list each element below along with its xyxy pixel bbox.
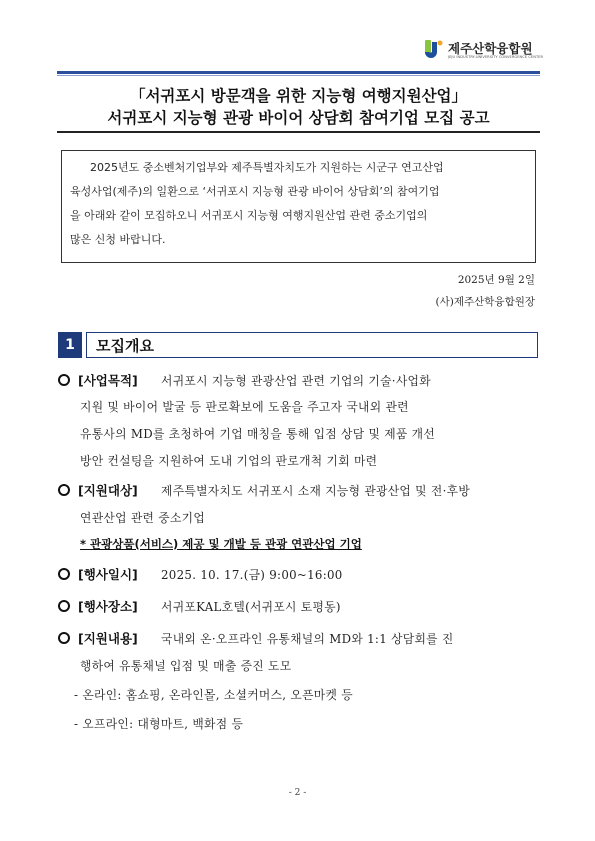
schedule-label: [행사일시]	[78, 567, 138, 582]
schedule-text: 2025. 10. 17.(금) 9:00~16:00	[161, 568, 343, 582]
bullet-circle-icon	[58, 632, 70, 644]
intro-line-2: 육성사업(제주)의 일환으로 ‘서귀포시 지능형 관광 바이어 상담회’의 참여기업	[70, 185, 440, 198]
content-sub-offline: - 오프라인: 대형마트, 백화점 등	[74, 717, 244, 731]
bullet-circle-icon	[58, 484, 70, 496]
title-bottom-rule	[57, 131, 540, 133]
venue-label: [행사장소]	[78, 599, 138, 614]
section-number: 1	[58, 332, 82, 358]
bullet-circle-icon	[58, 374, 70, 386]
logo-subtitle: JEJU INDUSTRY-UNIVERSITY CONVERGENCE CENTER	[448, 55, 544, 59]
content-line-1: 국내외 온·오프라인 유통채널의 MD와 1:1 상담회를 진	[161, 632, 454, 646]
purpose-label: [사업목적]	[78, 373, 138, 388]
issuing-organization: (사)제주산학융합원장	[435, 296, 535, 308]
content-line-2: 행하여 유통채널 입점 및 매출 증진 도모	[80, 659, 292, 673]
purpose-line-4: 방안 컨설팅을 지원하여 도내 기업의 판로개척 기회 마련	[80, 454, 378, 468]
logo-name: 제주산학융합원	[448, 41, 533, 56]
purpose-line-1: 서귀포시 지능형 관광산업 관련 기업의 기술·사업화	[161, 374, 431, 388]
target-line-1: 제주특별자치도 서귀포시 소재 지능형 관광산업 및 전·후방	[161, 484, 471, 498]
intro-line-1: 2025년도 중소벤처기업부와 제주특별자치도가 지원하는 시군구 연고산업	[90, 161, 444, 174]
section-title: 모집개요	[96, 337, 154, 355]
bullet-circle-icon	[58, 568, 70, 580]
purpose-line-3: 유통사의 MD를 초청하여 기업 매칭을 통해 입점 상담 및 제품 개선	[80, 427, 436, 441]
bullet-circle-icon	[58, 600, 70, 612]
title-top-rule-thin	[57, 75, 540, 76]
target-note: * 관광상품(서비스) 제공 및 개발 등 관광 연관산업 기업	[80, 537, 362, 551]
intro-line-3: 을 아래와 같이 모집하오니 서귀포시 지능형 여행지원산업 관련 중소기업의	[70, 209, 428, 222]
purpose-line-2: 지원 및 바이어 발굴 등 판로확보에 도움을 주고자 국내외 관련	[80, 400, 409, 414]
announcement-date: 2025년 9월 2일	[457, 274, 535, 286]
title-top-rule	[57, 71, 540, 74]
page-number: - 2 -	[288, 788, 307, 798]
title-line-2: 서귀포시 지능형 관광 바이어 상담회 참여기업 모집 공고	[107, 109, 490, 127]
organization-logo	[423, 36, 553, 66]
content-label: [지원내용]	[78, 631, 138, 646]
logo-mark-icon	[423, 38, 445, 60]
target-line-2: 연관산업 관련 중소기업	[80, 511, 206, 525]
title-line-1: 「서귀포시 방문객을 위한 지능형 여행지원산업」	[129, 87, 468, 105]
intro-line-4: 많은 신청 바랍니다.	[70, 233, 166, 246]
content-sub-online: - 온라인: 홈쇼핑, 온라인몰, 소셜커머스, 오픈마켓 등	[74, 688, 353, 702]
venue-text: 서귀포KAL호텔(서귀포시 토평동)	[161, 600, 341, 614]
target-label: [지원대상]	[78, 483, 138, 498]
